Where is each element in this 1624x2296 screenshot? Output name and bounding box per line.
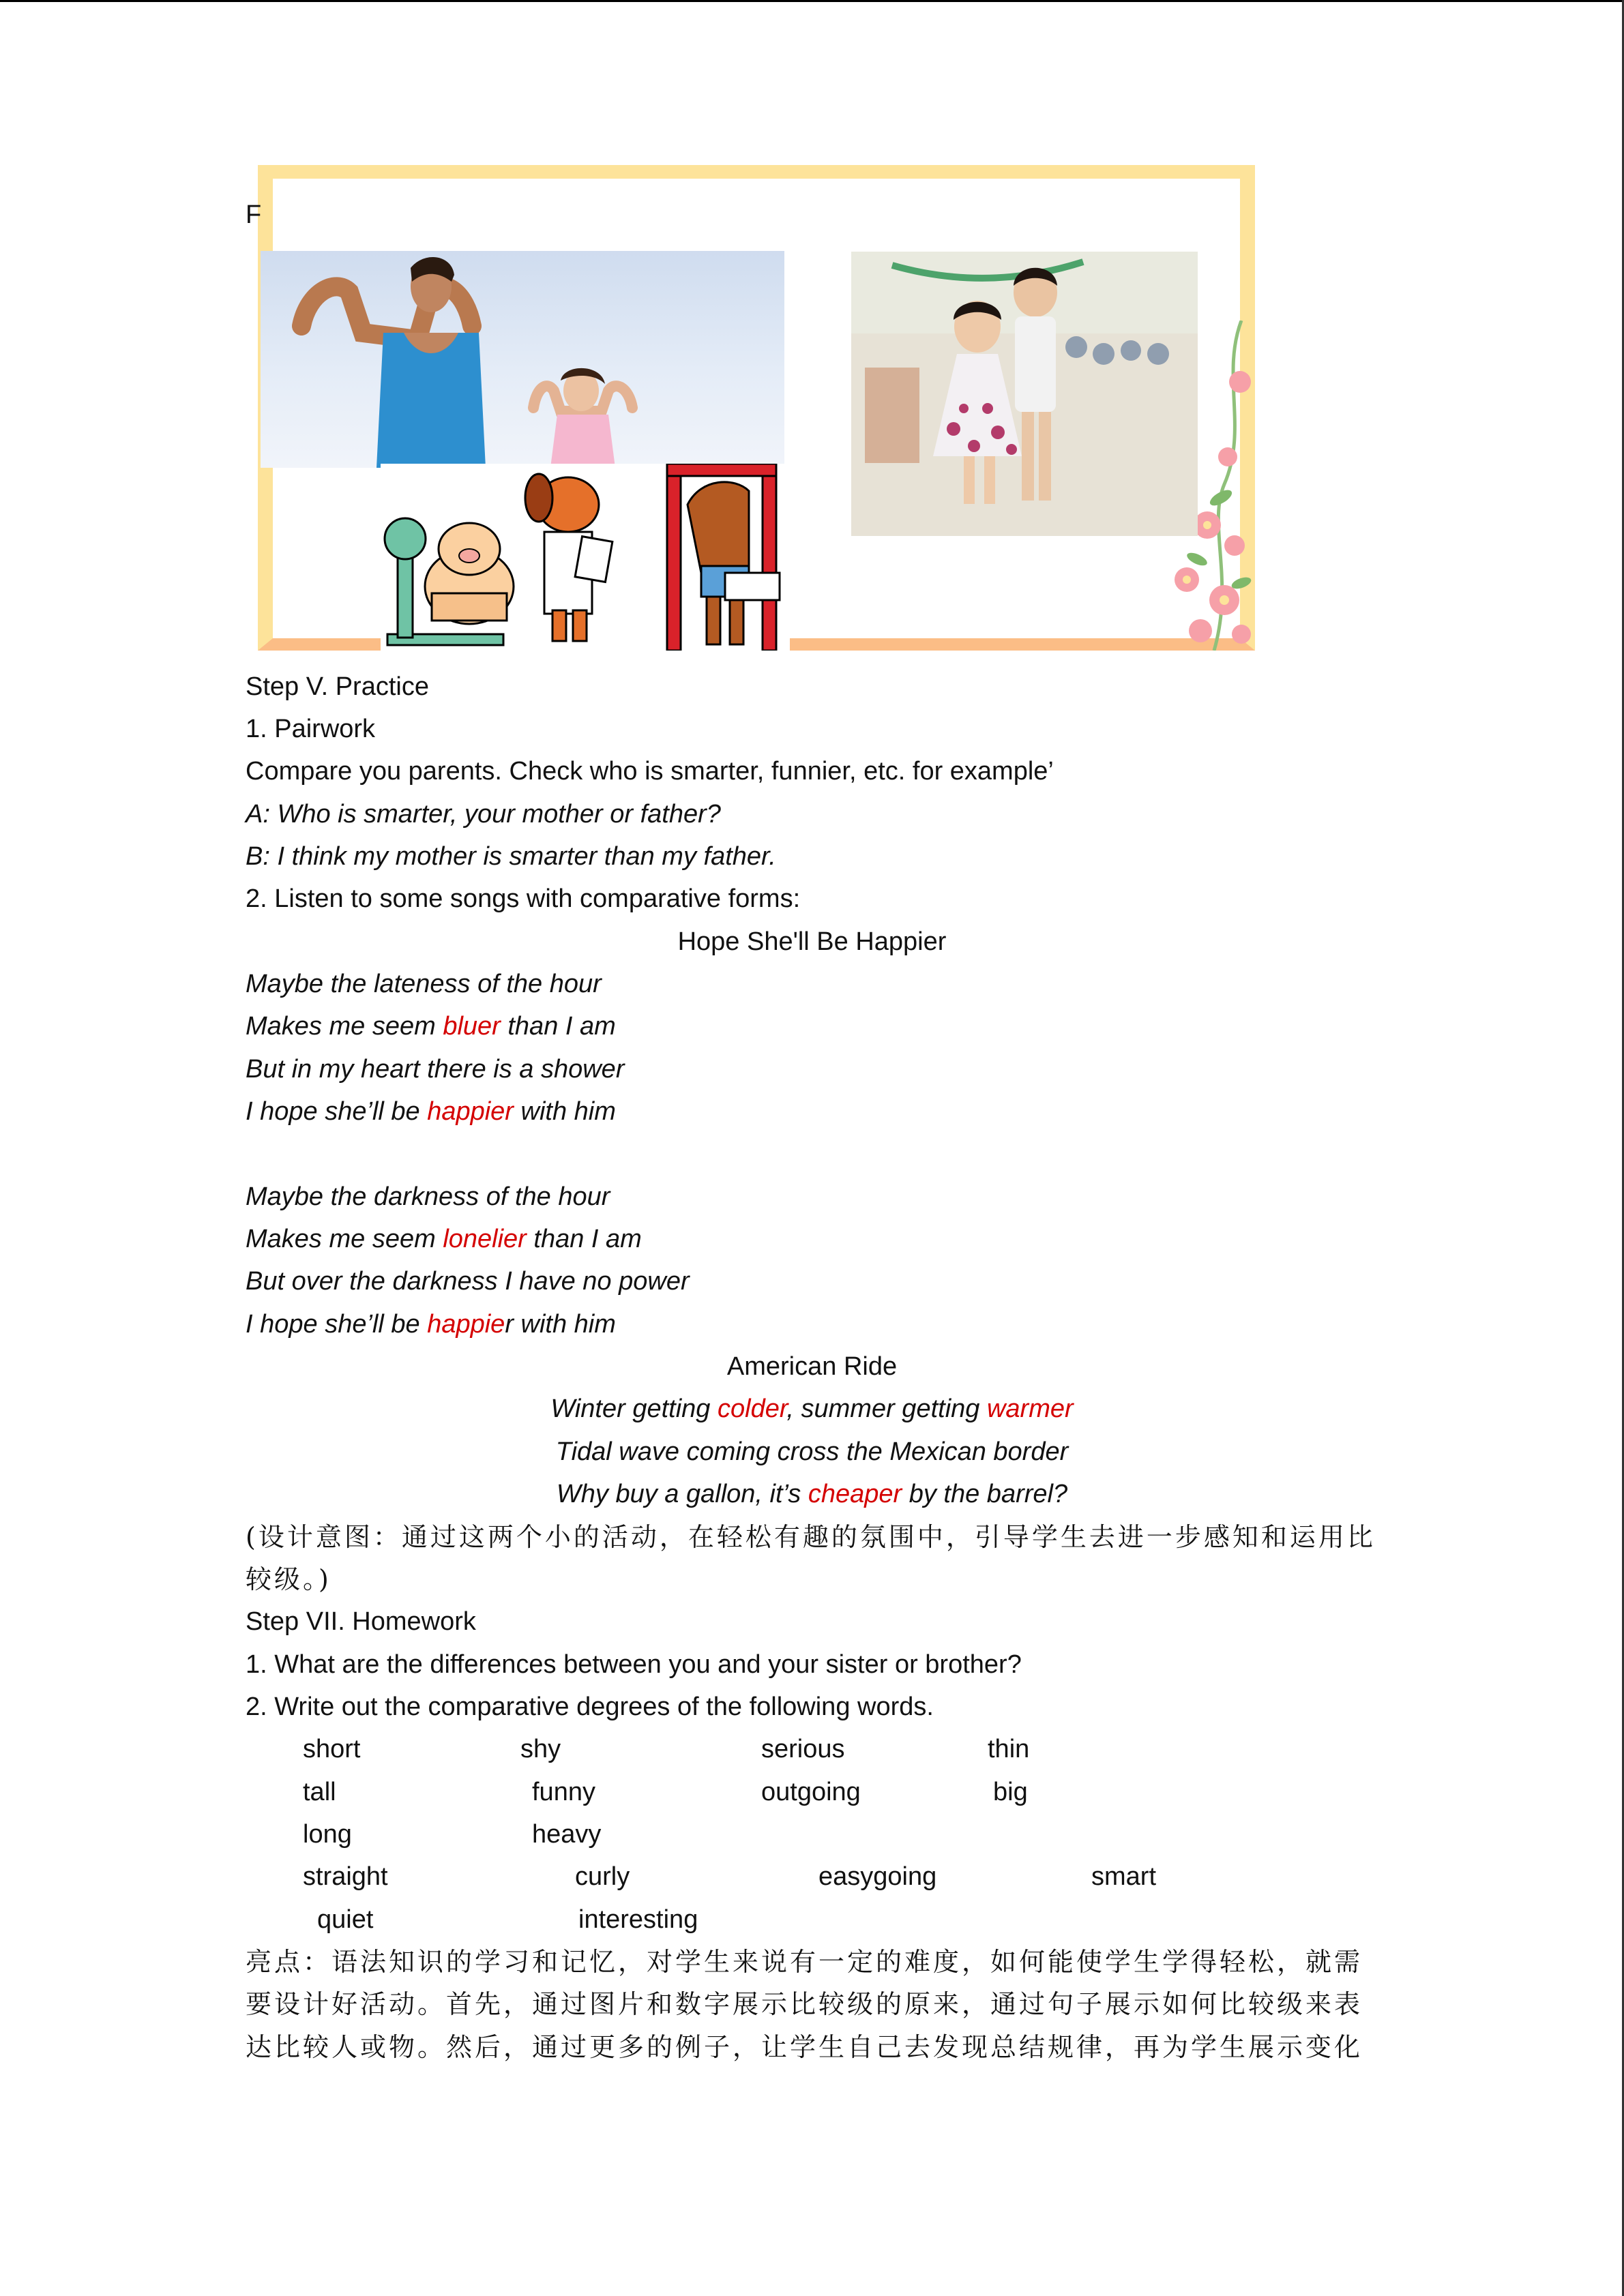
kids-height-photo <box>851 252 1198 536</box>
word-item: interesting <box>578 1905 698 1934</box>
highlights-line2: 要设计好活动。首先，通过图片和数字展示比较级的原来，通过句子展示如何比较级来表 <box>246 1989 1363 2019</box>
song1-verse1-line1: Maybe the lateness of the hour <box>246 970 602 998</box>
homework-heading: Step VII. Homework <box>246 1607 476 1636</box>
strong-man-girl-photo <box>261 251 784 468</box>
song2-line2: Tidal wave coming cross the Mexican border <box>555 1437 1069 1466</box>
cartoon-animals-drawing <box>381 464 790 651</box>
song1-verse2-line1: Maybe the darkness of the hour <box>246 1182 610 1211</box>
song1-title: Hope She'll Be Happier <box>677 927 947 956</box>
word-item: thin <box>988 1735 1030 1763</box>
word-item: shy <box>520 1735 561 1763</box>
homework-item2: 2. Write out the comparative degrees of the following words. <box>246 1693 934 1721</box>
kids-height-illustration <box>851 252 1198 536</box>
caption-fragment: F <box>246 200 262 229</box>
song1-verse2-line3: But over the darkness I have no power <box>246 1267 690 1296</box>
word-item: outgoing <box>761 1778 861 1806</box>
song1-verse2-line4: I hope she’ll be happier with him <box>246 1310 616 1339</box>
word-item: heavy <box>532 1820 602 1849</box>
word-item: smart <box>1091 1862 1156 1891</box>
pairwork-instruction: Compare you parents. Check who is smarter, funnier, etc. for example’ <box>246 757 1054 786</box>
comparative-word: warmer <box>986 1395 1074 1423</box>
highlights-line3: 达比较人或物。然后，通过更多的例子，让学生自己去发现总结规律，再为学生展示变化 <box>246 2032 1363 2062</box>
comparative-word: happie <box>427 1310 505 1339</box>
comparative-word: colder <box>718 1395 787 1423</box>
homework-item1: 1. What are the differences between you and your sister or brother? <box>246 1650 1022 1679</box>
word-item: straight <box>303 1862 388 1891</box>
comparative-word: bluer <box>443 1012 501 1041</box>
song2-line3: Why buy a gallon, it’s cheaper by the barrel? <box>556 1480 1068 1508</box>
word-item: long <box>303 1820 352 1849</box>
word-item: easygoing <box>818 1862 937 1891</box>
word-item: funny <box>532 1778 595 1806</box>
comparative-word: lonelier <box>443 1225 527 1253</box>
dialogue-b: B: I think my mother is smarter than my father. <box>246 842 776 871</box>
dialogue-a: A: Who is smarter, your mother or father? <box>246 800 721 829</box>
comparative-word: happier <box>427 1097 514 1126</box>
highlights-line1: 亮点：语法知识的学习和记忆，对学生来说有一定的难度，如何能使学生学得轻松，就需 <box>246 1947 1363 1977</box>
word-item: tall <box>303 1778 336 1806</box>
song1-verse2-line2: Makes me seem lonelier than I am <box>246 1225 642 1253</box>
song2-line1: Winter getting colder, summer getting warmer <box>550 1395 1074 1423</box>
page-top-border <box>0 0 1624 2</box>
cartoon-measuring-illustration <box>381 464 790 651</box>
design-note-line2: 较级。) <box>246 1564 331 1594</box>
strong-man-girl-illustration <box>261 251 784 468</box>
word-item: serious <box>761 1735 845 1763</box>
word-item: big <box>993 1778 1028 1806</box>
practice-heading: Step V. Practice <box>246 672 429 701</box>
song2-title: American Ride <box>726 1352 898 1381</box>
pairwork-item: 1. Pairwork <box>246 715 376 743</box>
word-item: quiet <box>317 1905 374 1934</box>
comparative-word: cheaper <box>808 1480 902 1508</box>
design-note-line1: (设计意图：通过这两个小的活动，在轻松有趣的氛围中，引导学生去进一步感知和运用比 <box>246 1522 1376 1552</box>
song1-verse1-line4: I hope she’ll be happier with him <box>246 1097 616 1126</box>
song1-verse1-line3: But in my heart there is a shower <box>246 1055 625 1084</box>
songs-item: 2. Listen to some songs with comparative forms: <box>246 884 801 913</box>
word-item: short <box>303 1735 361 1763</box>
word-item: curly <box>575 1862 630 1891</box>
song1-verse1-line2: Makes me seem bluer than I am <box>246 1012 616 1041</box>
